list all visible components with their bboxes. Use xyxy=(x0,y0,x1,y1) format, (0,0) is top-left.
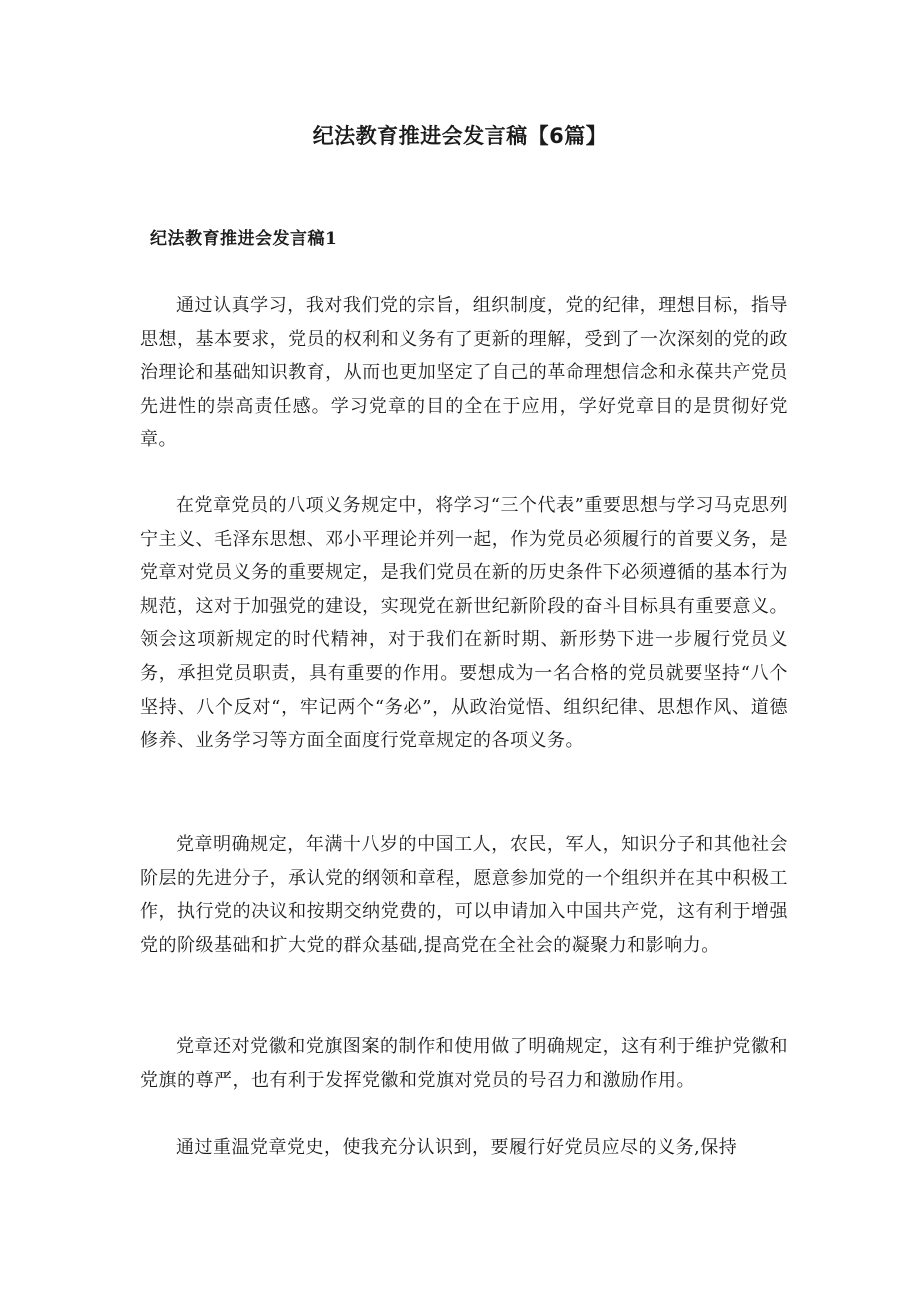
section-heading: 纪法教育推进会发言稿1 xyxy=(150,229,338,249)
paragraph-2: 在党章党员的八项义务规定中，将学习“三个代表”重要思想与学习马克思列宁主义、毛泽东思想、邓小平理论并列一起，作为党员必须履行的首要义务，是党章对党员义务的重要规定，是我们党员在新的历史条件下必须遵循的基本行为规范，这对于加强党的建设，实现党在新世纪新阶段的奋斗目标具有重要意义。领会这项新规定的时代精神，对于我们在新时期、新形势下进一步履行党员义务，承担党员职责，具有重要的作用。要想成为一名合格的党员就要坚持“八个坚持、八个反对“，牢记两个“务必”，从政治觉悟、组织纪律、思想作风、道德修养、业务学习等方面全面度行党章规定的各项义务。 xyxy=(140,495,788,752)
paragraph-3: 党章明确规定，年满十八岁的中国工人，农民，军人，知识分子和其他社会阶层的先进分子，承认党的纲领和章程，愿意参加党的一个组织并在其中积极工作，执行党的决议和按期交纳党费的，可以申请加入中国共产党，这有利于增强党的阶级基础和扩大党的群众基础,提高党在全社会的凝聚力和影响力。 xyxy=(140,834,788,956)
paragraph-4: 党章还对党徽和党旗图案的制作和使用做了明确规定，这有利于维护党徽和党旗的尊严，也有利于发挥党徽和党旗对党员的号召力和激励作用。 xyxy=(140,1036,788,1091)
paragraph-5: 通过重温党章党史，使我充分认识到，要履行好党员应尽的义务,保持 xyxy=(176,1137,738,1158)
document-title: 纪法教育推进会发言稿【6篇】 xyxy=(312,124,608,148)
paragraph-1: 通过认真学习，我对我们党的宗旨，组织制度，党的纪律，理想目标，指导思想，基本要求，党员的权利和义务有了更新的理解，受到了一次深刻的党的政治理论和基础知识教育，从而也更加坚定了自己的革命理想信念和永葆共产党员先进性的崇高责任感。学习党章的目的全在于应用，学好党章目的是贯彻好党章。 xyxy=(140,295,788,451)
